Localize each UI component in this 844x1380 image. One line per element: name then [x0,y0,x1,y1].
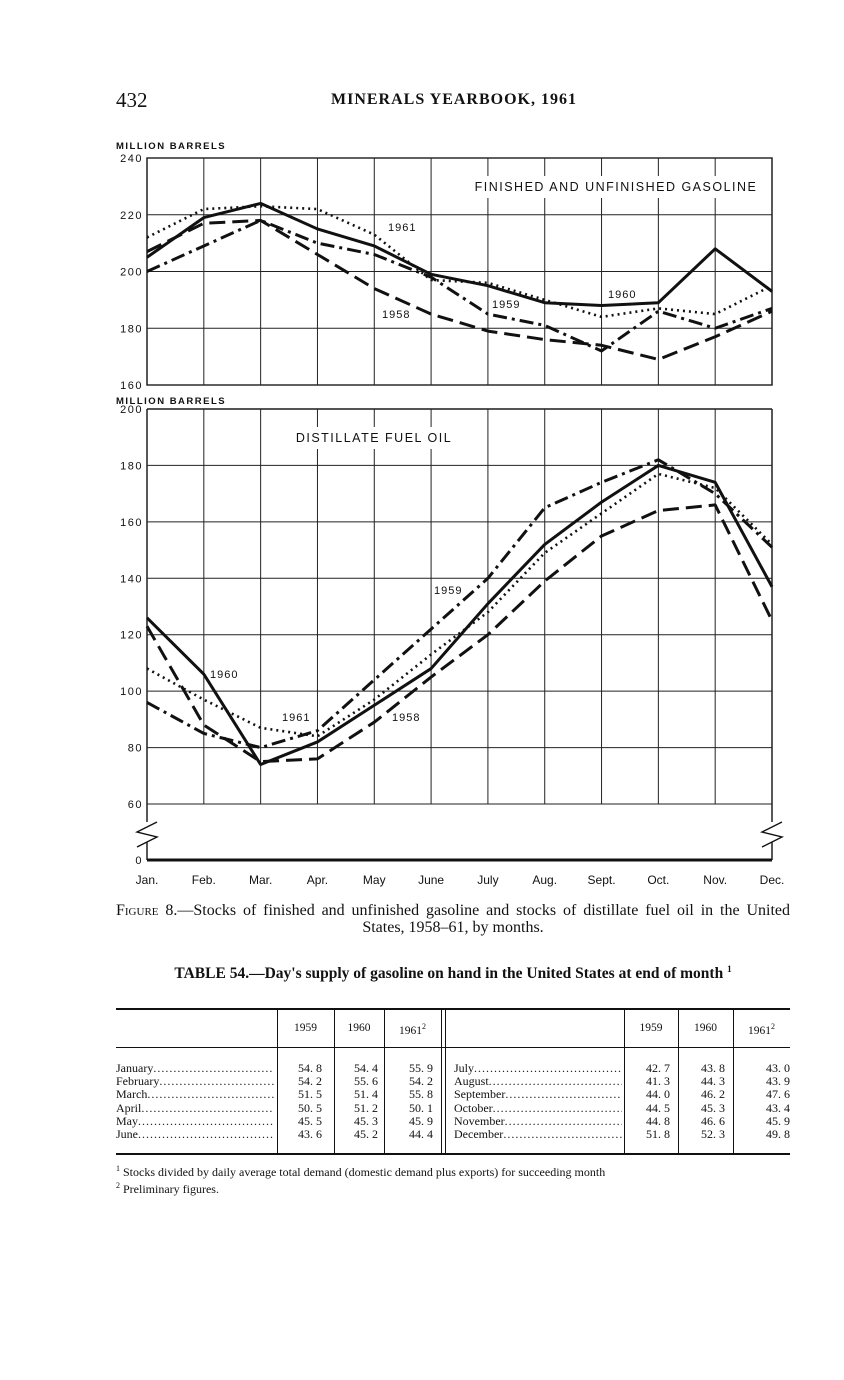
table-cell-value: 46. 6 [701,1113,725,1128]
table-row-month: May ..... [116,1114,274,1129]
table-row-month: February ..... [116,1074,274,1089]
month-tick-label: Nov. [703,873,728,887]
table-header-rule [116,1047,790,1048]
table-cell-value: 45. 2 [354,1127,378,1141]
table-cell-value: 54. 4 [354,1061,378,1075]
table-cell-value: 44. 3 [701,1074,725,1089]
page-number: 432 [116,88,148,112]
gasoline-y-tick-label: 180 [120,323,143,336]
month-tick-label: Aug. [532,873,558,887]
distillate-y-tick-label: 160 [120,516,143,529]
table-cell-value: 51. 5 [298,1087,322,1102]
table-cell-value: 46. 2 [701,1087,725,1102]
footnote-mark: 1 [116,1164,120,1173]
distillate-y-tick-label: 200 [120,404,143,416]
footnote-text: Preliminary figures. [120,1182,219,1196]
footnote [116,1162,796,1179]
month-tick-label: Feb. [191,873,216,887]
gasoline-series-label-1958: 1958 [382,309,411,321]
month-tick-label: Apr. [306,873,329,887]
gasoline-y-tick-label: 220 [120,209,143,222]
table-cell-value: 54. 8 [298,1061,322,1075]
month-tick-label: May [362,873,386,887]
gasoline-series-label-1959: 1959 [492,299,521,311]
footnotes [116,1162,796,1196]
distillate-y-tick-label: 180 [120,460,143,473]
gasoline-series-1960 [147,203,772,305]
table-divider-rule [445,1008,446,1154]
table-row-month: March ..... [116,1087,274,1102]
table-row-month: June ..... [116,1127,274,1142]
distillate-y-tick-label: 80 [127,742,143,755]
gasoline-series-label-1961: 1961 [388,222,417,234]
table-cell-value: 54. 2 [298,1074,322,1089]
gasoline-y-tick-label: 200 [120,266,143,279]
distillate-series-1959 [147,460,772,748]
table-bottom-rule [116,1153,790,1155]
month-tick-label: Oct. [647,873,670,887]
table-cell-value: 42. 7 [646,1061,670,1075]
footnote [116,1179,796,1196]
table-column-rule [441,1008,442,1154]
table-cell-value: 45. 5 [298,1113,322,1128]
table-cell-value: 44. 5 [646,1100,670,1115]
table-title [116,961,790,982]
distillate-y-tick-label: 60 [127,799,143,811]
table-cell-value: 47. 6 [766,1087,790,1102]
table-top-rule [116,1008,790,1010]
table-cell-value: 43. 9 [766,1074,790,1089]
footnote-mark: 2 [116,1181,120,1190]
column-footnote-mark: 2 [422,1022,426,1031]
table-row-month: April ..... [116,1101,274,1116]
distillate-series-label-1961: 1961 [282,712,311,724]
distillate-y-tick-label: 0 [135,855,143,867]
figure-caption [116,902,790,936]
table-column-header: 1961$^2$ [399,1022,426,1037]
table-cell-value: 49. 8 [766,1127,790,1141]
table-cell-value: 43. 6 [298,1127,322,1141]
caption-text: —Stocks of finished and unfinished gasoline and stocks of distillate fuel oil in the United States, 1958–61, by months. [177,902,790,936]
table-cell-value: 45. 3 [354,1113,378,1128]
month-tick-label: Sept. [587,873,616,887]
month-tick-label: July [477,873,499,887]
table-cell-value: 54. 2 [409,1074,433,1089]
table-cell-value: 44. 4 [409,1127,433,1141]
caption-label: Figure 8. [116,902,178,919]
table-title-text: TABLE 54.—Day's supply of gasoline on hand in the United States at end of month [174,965,724,983]
distillate-series-label-1960: 1960 [210,669,239,681]
table-cell-value: 51. 4 [354,1087,378,1102]
table-cell-value: 44. 8 [646,1113,670,1128]
table-cell-value: 51. 8 [646,1127,670,1141]
distillate-series-label-1959: 1959 [434,585,463,597]
month-tick-label: June [418,873,445,887]
month-tick-label: Dec. [759,873,785,887]
distillate-y-tick-label: 120 [120,629,143,642]
gasoline-y-tick-label: 240 [120,153,143,165]
table-column-header: 1960 [347,1022,371,1034]
distillate-series-1960 [147,465,772,764]
gasoline-series-1958 [147,220,772,359]
distillate-y-tick-label: 100 [120,686,143,699]
distillate-y-tick-label: 140 [120,573,143,586]
gasoline-y-axis-label: MILLION BARRELS [116,141,227,152]
month-tick-label: Mar. [248,873,273,887]
table-column-header: 1959 [294,1022,317,1034]
table-cell-value: 45. 9 [409,1113,433,1128]
table-cell-value: 45. 3 [701,1100,725,1115]
table-cell-value: 50. 1 [409,1100,433,1115]
footnote-text: Stocks divided by daily average total demand (domestic demand plus exports) for succeeding month [120,1165,606,1179]
table-cell-value: 50. 5 [298,1100,322,1115]
table-cell-value: 55. 9 [409,1061,433,1075]
table-cell-value: 55. 6 [354,1074,378,1089]
table-cell-value: 45. 9 [766,1113,790,1128]
distillate-chart-title: DISTILLATE FUEL OIL [295,431,453,445]
table-row-month: September ..... [454,1087,622,1102]
gasoline-series-label-1960: 1960 [608,289,637,301]
table-row-month: July ..... [454,1061,622,1076]
table-row-month: December ..... [454,1127,622,1142]
column-footnote-mark: 2 [771,1022,775,1031]
table-cell-value: 44. 0 [646,1087,670,1102]
table-cell-value: 52. 3 [701,1127,725,1141]
table-row-month: November ..... [454,1114,622,1129]
table-cell-value: 43. 8 [701,1061,725,1075]
distillate-y-axis-label: MILLION BARRELS [116,396,227,407]
table-row-month: January ..... [116,1061,274,1076]
table-title-footnote: 1 [727,964,732,974]
month-tick-label: Jan. [135,873,159,887]
table-cell-value: 43. 4 [766,1100,790,1115]
table-row-month: October ..... [454,1101,622,1116]
table-row-month: August ..... [454,1074,622,1089]
gasoline-chart-title: FINISHED AND UNFINISHED GASOLINE [474,180,758,194]
table-column-header: 1959 [639,1022,663,1034]
gasoline-y-tick-label: 160 [120,380,143,392]
table-cell-value: 55. 8 [409,1087,433,1102]
table-cell-value: 43. 0 [766,1061,790,1075]
table-column-header: 1960 [694,1022,717,1034]
table-cell-value: 41. 3 [646,1074,670,1089]
table-cell-value: 51. 2 [354,1100,378,1115]
table-column-header: 1961$^2$ [748,1022,775,1037]
distillate-series-label-1958: 1958 [392,712,421,724]
running-title: MINERALS YEARBOOK, 1961 [331,91,577,108]
